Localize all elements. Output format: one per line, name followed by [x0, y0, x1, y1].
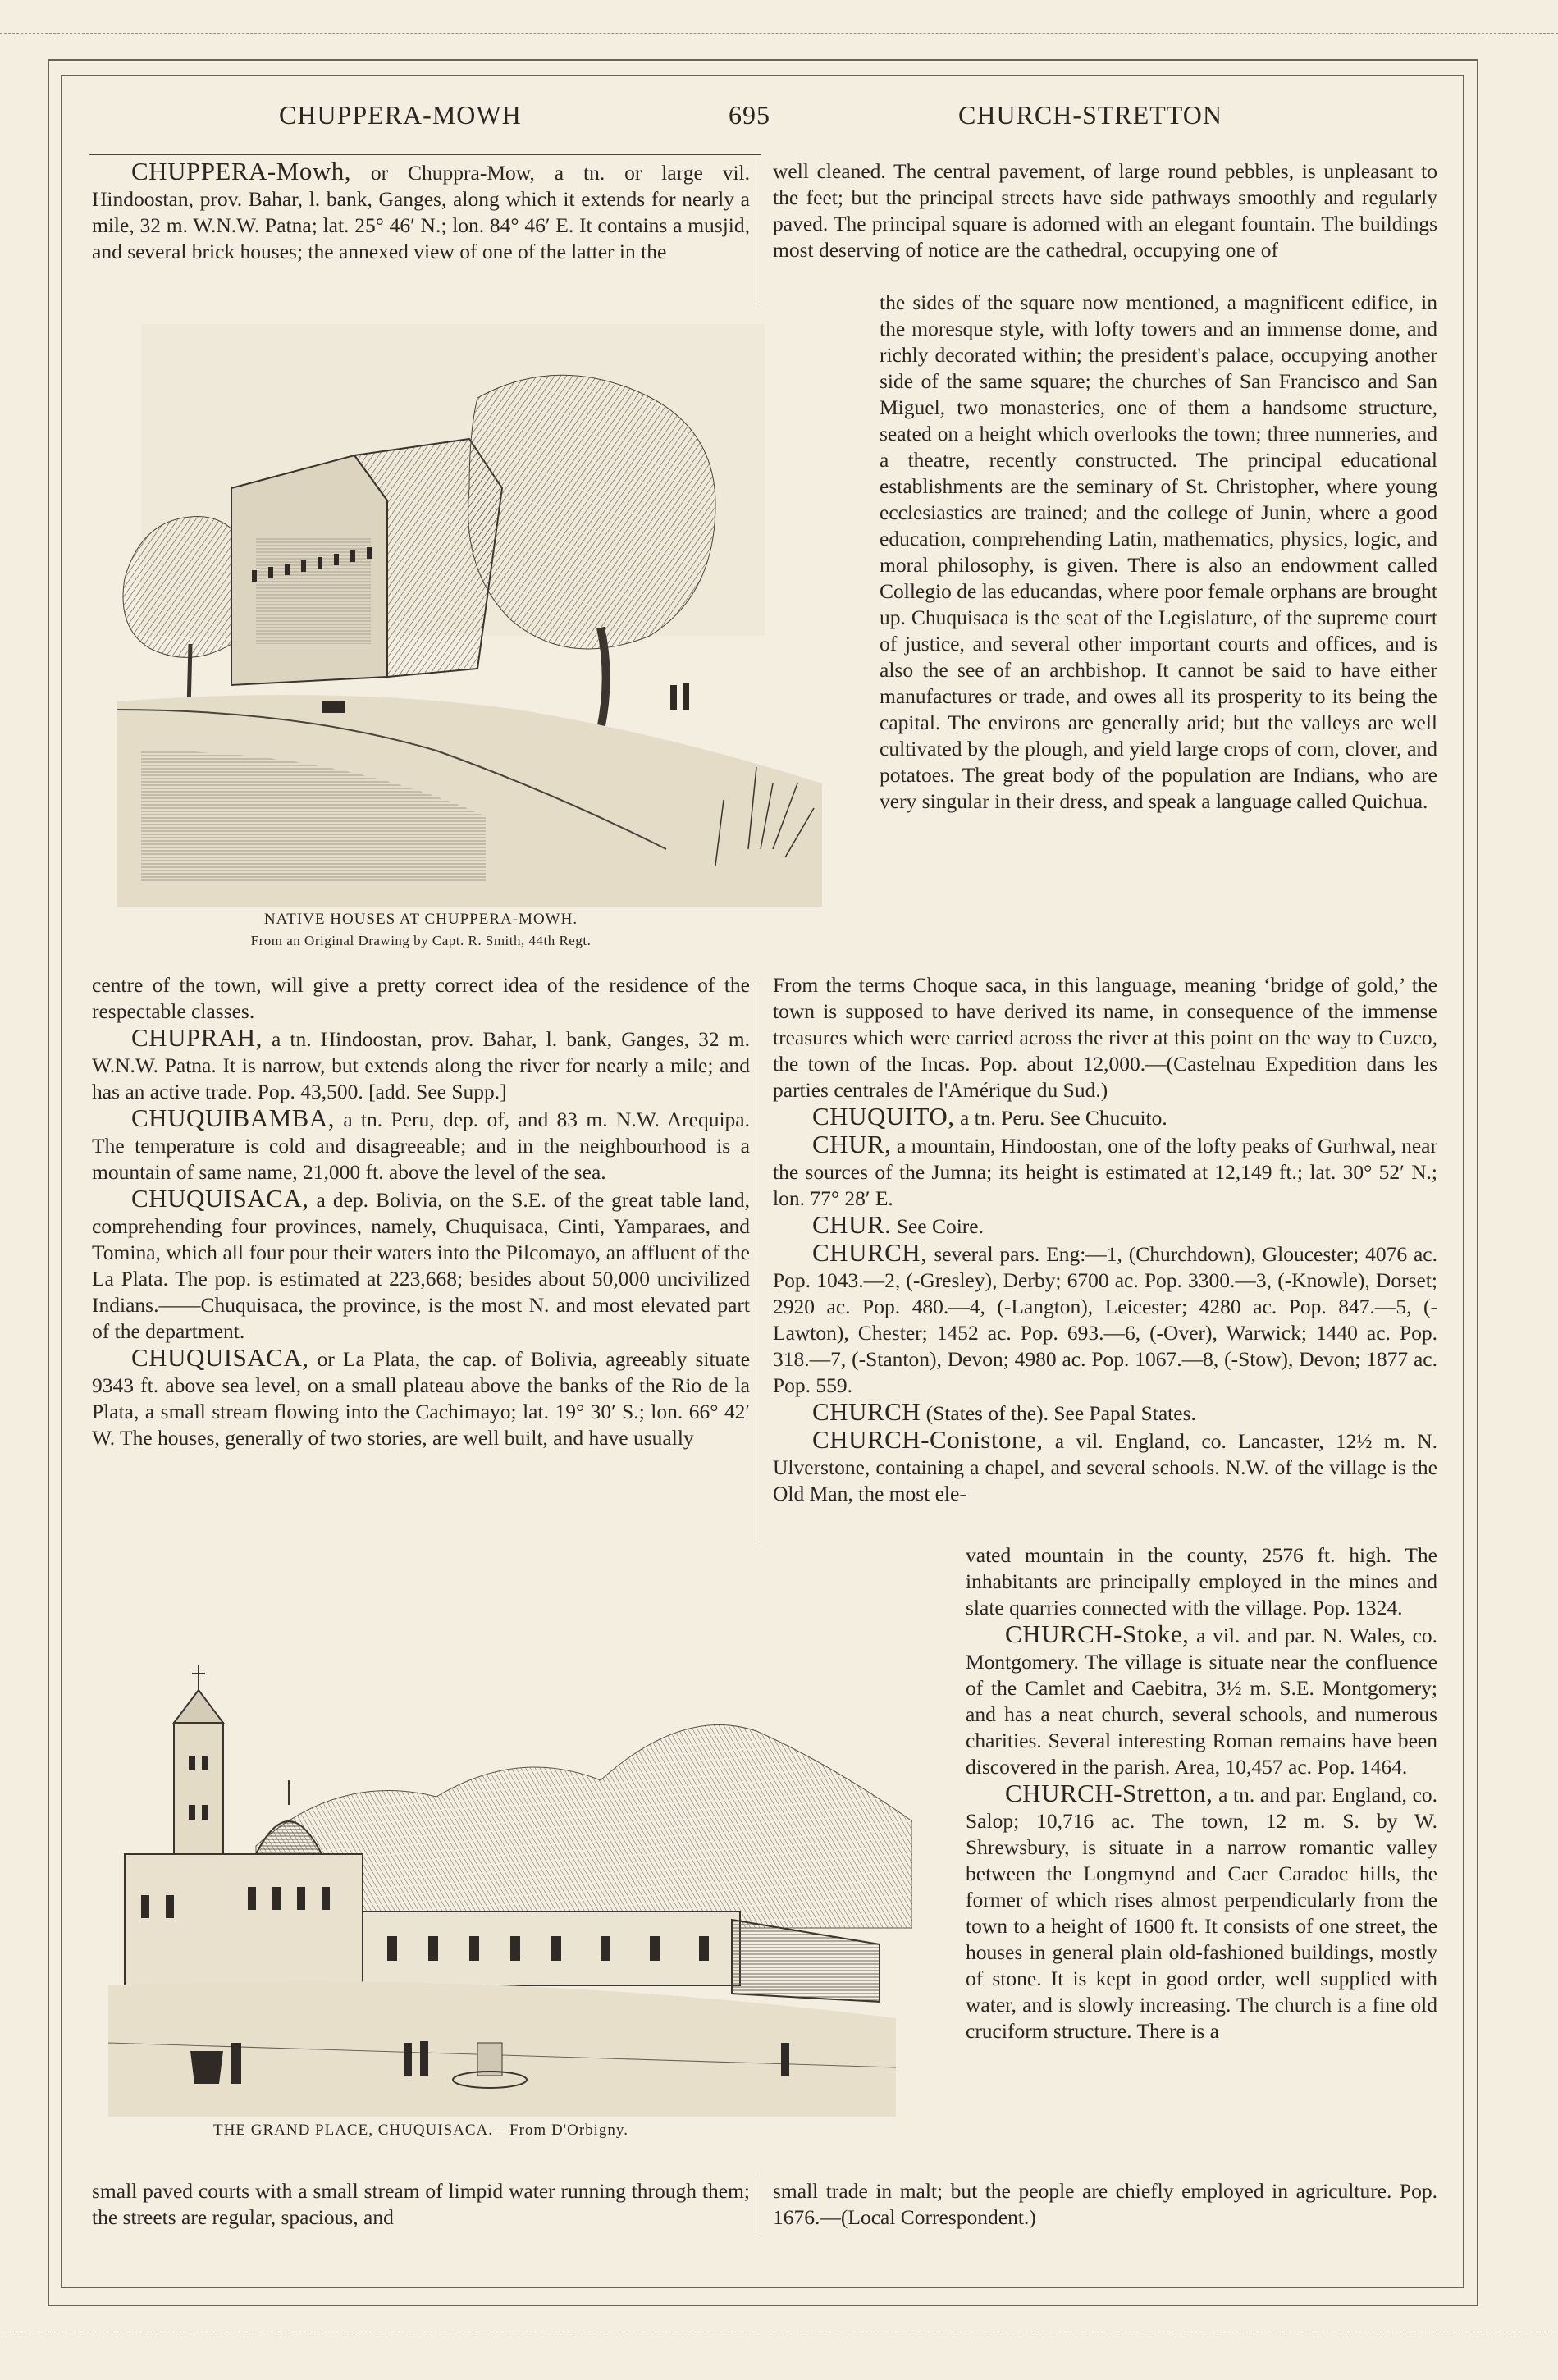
entry-continuation: small trade in malt; but the people are chiefly employed in agriculture. Pop. 1676.—(Local Correspondent.) — [773, 2179, 1437, 2229]
entry-text: several pars. Eng:—1, (Churchdown), Gloucester; 4076 ac. Pop. 1043.—2, (-Gresley), Derby; 6700 ac. Pop. 3300.—3, (-Knowle), Dorset; 2920 ac. Pop. 480.—4, (-Langton), Leicester; 4280 ac. Pop. 847.—5, (-Lawton), Chester; 1452 ac. Pop. 693.—6, (-Over), Warwick; 1440 ac. Pop. 318.—7, (-Stanton), Devon; 4980 ac. Pop. 1067.—8, (-Stow), Devon; 1877 ac. Pop. 559. — [773, 1242, 1438, 1397]
column-2-bottom — [773, 2178, 1437, 2231]
entry-text: a tn. Hindoostan, prov. Bahar, l. bank, Ganges, 32 m. W.N.W. Patna. It is narrow, but extends along the river for nearly a mile; and has an active trade. Pop. 43,500. [add. See Supp.] — [92, 1027, 750, 1103]
entry-continuation: the sides of the square now mentioned, a magnificent edifice, in the moresque style, with lofty towers and an immense dome, and richly decorated within; the president's palace, occupying another side of the same square; the churches of San Francisco and San Miguel, two monasteries, one of them a handsome structure, seated on a height which overlooks the town; three nunneries, and a theatre, recently constructed. The principal educational establishments are the seminary of St. Christopher, where young ecclesiastics are trained; and the college of Junin, where a good education, comprehending Latin, mathematics, physics, logic, and moral philosophy, is given. There is also an endowment called Collegio de las educandas, where poor female orphans are brought up. Chuquisaca is the seat of the Legislature, of the supreme court of justice, and several other important courts and offices, and is also the see of an archbishop. It cannot be said to have either manufactures or trade, and owes all its prosperity to its being the capital. The environs are generally arid; but the valleys are well cultivated by the plough, and yield large crops of corn, clover, and potatoes. The great body of the population are Indians, who are very singular in their dress, and speak a language called Quichua. — [880, 290, 1437, 813]
headword: CHURCH, — [812, 1238, 928, 1267]
running-head-left: CHUPPERA-MOWH — [279, 100, 522, 130]
headword: CHURCH — [812, 1397, 921, 1426]
column-2-narrow-lower — [966, 1542, 1437, 2044]
entry-continuation: small paved courts with a small stream of limpid water running through them; the streets are regular, spacious, and — [92, 2179, 750, 2229]
headword: CHUQUISACA, — [131, 1184, 309, 1213]
entry-chuquisaca-dep — [92, 1185, 750, 1345]
entry-text: a vil. England, co. Lancaster, 12½ m. N. Ulverstone, containing a chapel, and several schools. N.W. of the village is the Old Man, the most ele- — [773, 1429, 1437, 1505]
top-edge-rule — [0, 33, 1558, 34]
entry-continuation: From the terms Choque saca, in this language, meaning ‘bridge of gold,’ the town is supposed to have derived its name, in consequence of the immense treasures which were carried across the river at this point on the way to Cuzco, the town of the Incas. Pop. about 12,000.—(Castelnau Expedition dans les parties centrales de l'Amérique du Sud.) — [773, 973, 1437, 1102]
entry-continuation: well cleaned. The central pavement, of large round pebbles, is unpleasant to the feet; but the principal streets have side pathways smoothly and regularly paved. The principal square is adorned with an elegant fountain. The buildings most deserving of notice are the cathedral, occupying one of — [773, 159, 1437, 262]
entry-continuation: vated mountain in the county, 2576 ft. high. The inhabitants are principally employed in the mines and slate quarries connected with the village. Pop. 1324. — [966, 1543, 1437, 1619]
entry-text: a dep. Bolivia, on the S.E. of the great table land, comprehending four provinces, namely, Chuquisaca, Cinti, Yamparaes, and Tomina, which all four pour their waters into the Pilcomayo, an affluent of the La Plata. The pop. is estimated at 223,668; besides about 50,000 uncivilized Indians.——Chuquisaca, the province, is the most N. and most elevated part of the department. — [92, 1188, 750, 1343]
entry-text: a mountain, Hindoostan, one of the lofty peaks of Gurhwal, near the sources of the Jumna; its height is estimated at 12,149 ft.; lat. 30° 52′ N.; lon. 77° 28′ E. — [773, 1134, 1437, 1210]
column-1-middle — [92, 972, 750, 1451]
entry-chuquito — [773, 1103, 1437, 1131]
headword: CHUQUISACA, — [131, 1343, 309, 1372]
entry-chuquibamba — [92, 1105, 750, 1185]
headword: CHURCH-Conistone, — [812, 1425, 1044, 1454]
entry-text: a tn. Peru, dep. of, and 83 m. N.W. Arequipa. The temperature is cold and disagreeable; and in the neighbourhood is a mountain of same name, 21,000 ft. above the level of the sea. — [92, 1108, 750, 1184]
entry-text: See Coire. — [896, 1214, 984, 1238]
page-number: 695 — [729, 100, 770, 130]
headword: CHUQUITO, — [812, 1102, 955, 1131]
entry-church-stretton — [966, 1780, 1437, 2044]
entry-continuation: centre of the town, will give a pretty correct idea of the residence of the respectable classes. — [92, 973, 750, 1023]
entry-church-conistone — [773, 1427, 1437, 1507]
entry-chur-mountain — [773, 1131, 1437, 1212]
entry-chur-xref — [773, 1212, 1437, 1240]
entry-church-states — [773, 1399, 1437, 1427]
entry-text: a tn. Peru. See Chucuito. — [959, 1106, 1167, 1130]
engraving-native-houses — [92, 324, 830, 907]
headword: CHUR, — [812, 1130, 892, 1158]
entry-text: (States of the). See Papal States. — [925, 1401, 1196, 1425]
entry-chuprah — [92, 1025, 750, 1105]
column-2-narrow — [880, 290, 1437, 815]
headword: CHUR. — [812, 1210, 892, 1239]
entry-church — [773, 1240, 1437, 1399]
entry-text: or Chuppra-Mow, a tn. or large vil. Hindoostan, prov. Bahar, l. bank, Ganges, along which it extends for nearly a mile, 32 m. W.N.W. Patna; lat. 25° 46′ N.; lon. 84° 46′ E. It contains a musjid, and several brick houses; the annexed view of one of the latter in the — [92, 161, 750, 263]
caption-title: NATIVE HOUSES AT CHUPPERA-MOWH. — [263, 911, 578, 928]
entry-text: a vil. and par. N. Wales, co. Montgomery. The village is situate near the confluence of the Camlet and Caebitra, 3½ m. S.E. Montgomery; and has a neat church, several schools, and numerous charities. Several interesting Roman remains have been discovered in the parish. Area, 10,457 ac. Pop. 1464. — [966, 1624, 1438, 1779]
headword: CHUPPERA-Mowh, — [131, 157, 351, 185]
entry-chuquisaca-cap — [92, 1345, 750, 1451]
header-rule — [89, 154, 761, 155]
headword: CHUPRAH, — [131, 1023, 263, 1052]
figure-caption-grand-place — [92, 2120, 750, 2141]
headword: CHURCH-Stretton, — [1005, 1779, 1213, 1807]
column-2-top — [773, 158, 1437, 263]
headword: CHUQUIBAMBA, — [131, 1103, 335, 1132]
headword: CHURCH-Stoke, — [1005, 1619, 1190, 1648]
engraving-grand-place — [92, 1657, 912, 2117]
caption-title: THE GRAND PLACE, CHUQUISACA.—From D'Orbigny. — [213, 2122, 628, 2139]
entry-text: a tn. and par. England, co. Salop; 10,716 ac. The town, 12 m. S. by W. Shrewsbury, is situate in a narrow romantic valley between the Longmynd and Caer Caradoc hills, the former of which rises almost perpendicularly from the town to a height of 1600 ft. It consists of one street, the houses in general plain old-fashioned buildings, mostly of stone. It is kept in good order, well supplied with water, and is slowly increasing. The church is a fine old cruciform structure. There is a — [966, 1783, 1438, 2043]
entry-chuppera-mowh — [92, 158, 750, 265]
column-1-bottom — [92, 2178, 750, 2231]
caption-credit: From an Original Drawing by Capt. R. Smith, 44th Regt. — [250, 933, 592, 948]
running-head-right: CHURCH-STRETTON — [958, 100, 1222, 130]
column-2-middle — [773, 972, 1437, 1507]
entry-church-stoke — [966, 1621, 1437, 1780]
entry-text: or La Plata, the cap. of Bolivia, agreeably situate 9343 ft. above sea level, on a small plateau above the banks of the Rio de la Plata, a small stream flowing into the Cachimayo; lat. 19° 30′ S.; lon. 66° 42′ W. The houses, generally of two stories, are well built, and have usually — [92, 1347, 751, 1450]
figure-caption-native-houses — [92, 909, 750, 952]
